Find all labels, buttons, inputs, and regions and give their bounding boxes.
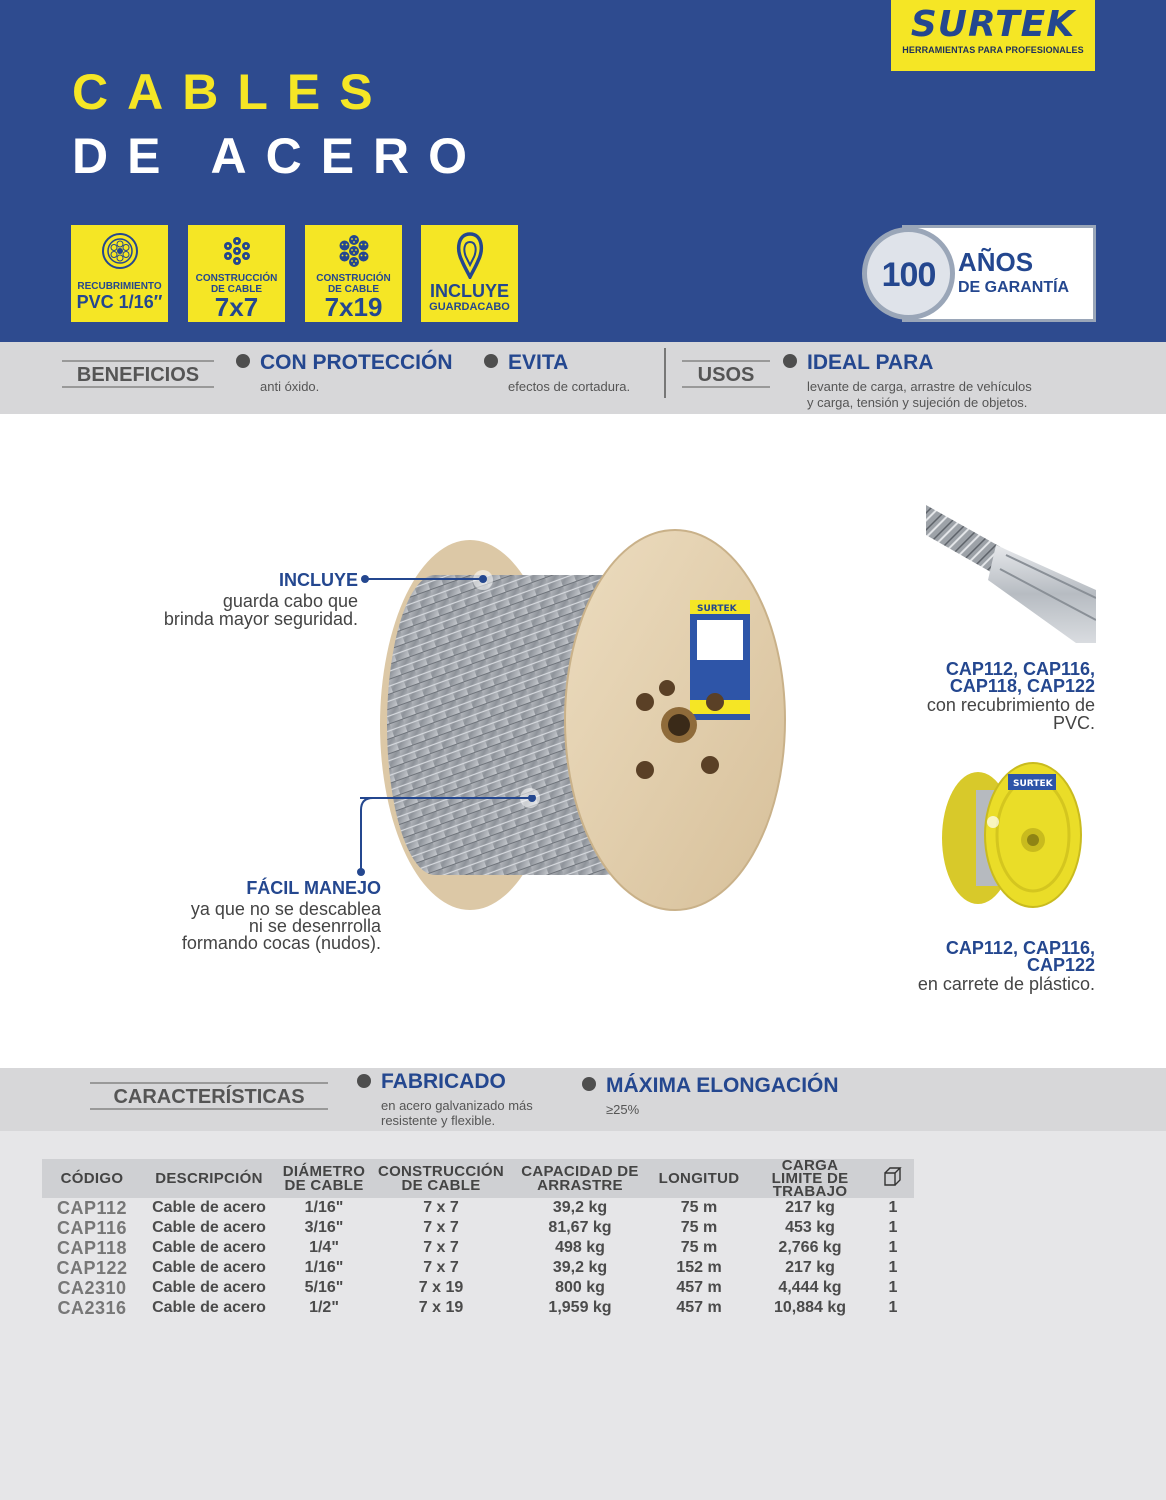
table-row xyxy=(42,1278,914,1298)
feature-line1: CONSTRUCIÓN xyxy=(316,273,391,284)
warranty-number: 100 xyxy=(881,256,936,294)
cell-load: 10,884 kg xyxy=(773,1299,847,1316)
thimble-icon xyxy=(450,231,490,279)
cell-description: Cable de acero xyxy=(152,1239,266,1256)
cell-length: 75 m xyxy=(680,1199,718,1216)
benefits-strip xyxy=(0,342,1166,414)
cell-load: 453 kg xyxy=(785,1219,835,1236)
benefit-text: efectos de cortadura. xyxy=(508,379,631,394)
cell-diameter: 1/4" xyxy=(309,1239,339,1256)
cell-quantity: 1 xyxy=(888,1199,898,1216)
cell-quantity: 1 xyxy=(888,1219,898,1236)
cell-quantity: 1 xyxy=(888,1239,898,1256)
pvc-text-line2: PVC. xyxy=(1052,713,1095,733)
callout-lines xyxy=(355,570,495,880)
characteristic-title: FABRICADO xyxy=(381,1070,506,1093)
feature-badge-thimble xyxy=(421,225,518,322)
table-row xyxy=(42,1198,914,1218)
brand-tagline: HERRAMIENTAS PARA PROFESIONALES xyxy=(902,45,1084,55)
table-row xyxy=(42,1258,914,1278)
col-header-diameter: DIÁMETRO DE CABLE xyxy=(276,1159,372,1198)
divider xyxy=(664,348,666,398)
cable-closeup-image xyxy=(926,495,1096,643)
cell-capacity: 39,2 kg xyxy=(552,1259,608,1276)
warranty-badge xyxy=(862,225,1096,322)
bullet xyxy=(582,1077,596,1091)
bullet xyxy=(357,1074,371,1088)
feature-value: 7x19 xyxy=(324,292,383,322)
callout-incluye-line1: guarda cabo que xyxy=(222,591,358,611)
cell-capacity: 39,2 kg xyxy=(552,1199,608,1216)
cell-load: 2,766 kg xyxy=(778,1239,842,1256)
cell-description: Cable de acero xyxy=(152,1219,266,1236)
cell-construction: 7 x 7 xyxy=(423,1239,459,1256)
col-header-capacity: CAPACIDAD DE ARRASTRE xyxy=(510,1159,650,1198)
col-header-length: LONGITUD xyxy=(650,1159,748,1198)
cell-load: 217 kg xyxy=(785,1199,835,1216)
characteristic-text-line2: resistente y flexible. xyxy=(381,1113,496,1128)
cell-construction: 7 x 19 xyxy=(418,1279,464,1296)
feature-badge-7x7 xyxy=(188,225,285,322)
cell-construction: 7 x 7 xyxy=(423,1259,459,1276)
benefits-label: BENEFICIOS xyxy=(62,360,214,388)
callout-incluye-line2: brinda mayor seguridad. xyxy=(163,609,358,629)
plastic-codes-line1: CAP112, CAP116, xyxy=(945,938,1095,958)
cell-construction: 7 x 7 xyxy=(423,1199,459,1216)
cell-diameter: 1/16" xyxy=(304,1199,344,1216)
table-body xyxy=(42,1198,914,1318)
cable-cross-section-icon xyxy=(100,231,140,271)
cell-length: 75 m xyxy=(680,1219,718,1236)
table-row xyxy=(42,1238,914,1258)
cell-code: CA2316 xyxy=(57,1298,127,1318)
characteristic-text-line1: en acero galvanizado más xyxy=(381,1098,533,1113)
characteristic-title: MÁXIMA ELONGACIÓN xyxy=(606,1074,839,1097)
brand-name: SURTEK xyxy=(910,4,1076,45)
cell-quantity: 1 xyxy=(888,1299,898,1316)
cell-diameter: 3/16" xyxy=(304,1219,344,1236)
cell-description: Cable de acero xyxy=(152,1199,266,1216)
pvc-codes-line1: CAP112, CAP116, xyxy=(945,659,1095,679)
feature-line2: DE CABLE xyxy=(327,284,380,295)
cell-construction: 7 x 19 xyxy=(418,1299,464,1316)
characteristic-text: ≥25% xyxy=(606,1102,640,1117)
cell-code: CA2310 xyxy=(57,1278,127,1298)
strand-7x7-icon xyxy=(217,231,257,271)
cell-diameter: 1/2" xyxy=(309,1299,339,1316)
feature-line1: INCLUYE xyxy=(429,281,509,301)
feature-badge-7x19 xyxy=(305,225,402,322)
cell-code: CAP116 xyxy=(56,1218,128,1238)
cell-capacity: 1,959 kg xyxy=(548,1299,612,1316)
feature-line1: RECUBRIMIENTO xyxy=(77,281,162,292)
col-header-load: CARGA LIMITE DE TRABAJO xyxy=(748,1159,872,1198)
feature-line2: GUARDACABO xyxy=(429,301,510,313)
header-banner xyxy=(0,0,1166,342)
cell-construction: 7 x 7 xyxy=(423,1219,459,1236)
cell-capacity: 81,67 kg xyxy=(548,1219,612,1236)
cell-description: Cable de acero xyxy=(152,1259,266,1276)
plastic-codes-line2: CAP122 xyxy=(1026,955,1095,975)
characteristics-label: CARACTERÍSTICAS xyxy=(90,1082,328,1110)
feature-line1: CONSTRUCCIÓN xyxy=(195,273,278,284)
col-header-construction: CONSTRUCCIÓN DE CABLE xyxy=(372,1159,510,1198)
feature-badge-pvc xyxy=(71,225,168,322)
box-icon xyxy=(882,1166,904,1188)
cell-code: CAP118 xyxy=(56,1238,128,1258)
feature-line2: DE CABLE xyxy=(210,284,263,295)
cell-length: 457 m xyxy=(676,1279,722,1296)
uses-title: IDEAL PARA xyxy=(807,351,934,374)
cell-code: CAP112 xyxy=(56,1198,128,1218)
benefit-title: CON PROTECCIÓN xyxy=(260,351,453,374)
cell-code: CAP122 xyxy=(56,1258,128,1278)
characteristics-strip xyxy=(0,1068,1166,1131)
callout-facil-line3: formando cocas (nudos). xyxy=(181,933,381,953)
benefit-text: anti óxido. xyxy=(260,379,320,394)
uses-text-line1: levante de carga, arrastre de vehículos xyxy=(807,379,1032,394)
spec-table xyxy=(42,1159,914,1318)
warranty-years: AÑOS xyxy=(958,247,1034,277)
col-header-description: DESCRIPCIÓN xyxy=(142,1159,276,1198)
cell-load: 217 kg xyxy=(785,1259,835,1276)
brand-logo xyxy=(891,0,1095,71)
cell-length: 152 m xyxy=(676,1259,722,1276)
strand-7x19-icon xyxy=(334,231,374,271)
callout-incluye-title: INCLUYE xyxy=(278,570,358,590)
svg-text:SURTEK: SURTEK xyxy=(697,604,737,614)
cell-load: 4,444 kg xyxy=(778,1279,842,1296)
plastic-text: en carrete de plástico. xyxy=(917,974,1095,994)
callout-facil-title: FÁCIL MANEJO xyxy=(246,878,381,898)
cell-description: Cable de acero xyxy=(152,1279,266,1296)
table-row xyxy=(42,1298,914,1318)
cell-length: 457 m xyxy=(676,1299,722,1316)
page-title-line1: CABLES xyxy=(72,64,392,120)
plastic-reel-image xyxy=(938,760,1083,910)
feature-value: 7x7 xyxy=(214,292,259,322)
callout-facil-line2: ni se desenrrolla xyxy=(248,916,381,936)
col-header-code: CÓDIGO xyxy=(42,1159,142,1198)
cell-quantity: 1 xyxy=(888,1259,898,1276)
cell-length: 75 m xyxy=(680,1239,718,1256)
cell-quantity: 1 xyxy=(888,1279,898,1296)
bullet xyxy=(484,354,498,368)
pvc-codes-line2: CAP118, CAP122 xyxy=(949,676,1095,696)
svg-text:SURTEK: SURTEK xyxy=(1013,779,1053,789)
warranty-label: DE GARANTÍA xyxy=(958,279,1070,296)
warranty-circle xyxy=(862,227,955,320)
page-title-line2: DE ACERO xyxy=(72,128,487,184)
benefit-title: EVITA xyxy=(508,351,569,374)
uses-text-line2: y carga, tensión y sujeción de objetos. xyxy=(807,395,1028,410)
table-header-row xyxy=(42,1159,914,1198)
cell-capacity: 800 kg xyxy=(555,1279,605,1296)
uses-label: USOS xyxy=(682,360,770,388)
cell-description: Cable de acero xyxy=(152,1299,266,1316)
bullet xyxy=(236,354,250,368)
feature-line2: PVC 1/16″ xyxy=(76,292,163,312)
callout-line-extension xyxy=(360,795,540,805)
callout-facil-line1: ya que no se descablea xyxy=(190,899,381,919)
cell-diameter: 1/16" xyxy=(304,1259,344,1276)
pvc-text-line1: con recubrimiento de xyxy=(926,695,1095,715)
bullet xyxy=(783,354,797,368)
cell-diameter: 5/16" xyxy=(304,1279,344,1296)
table-row xyxy=(42,1218,914,1238)
cell-capacity: 498 kg xyxy=(555,1239,605,1256)
col-header-quantity xyxy=(872,1159,914,1198)
